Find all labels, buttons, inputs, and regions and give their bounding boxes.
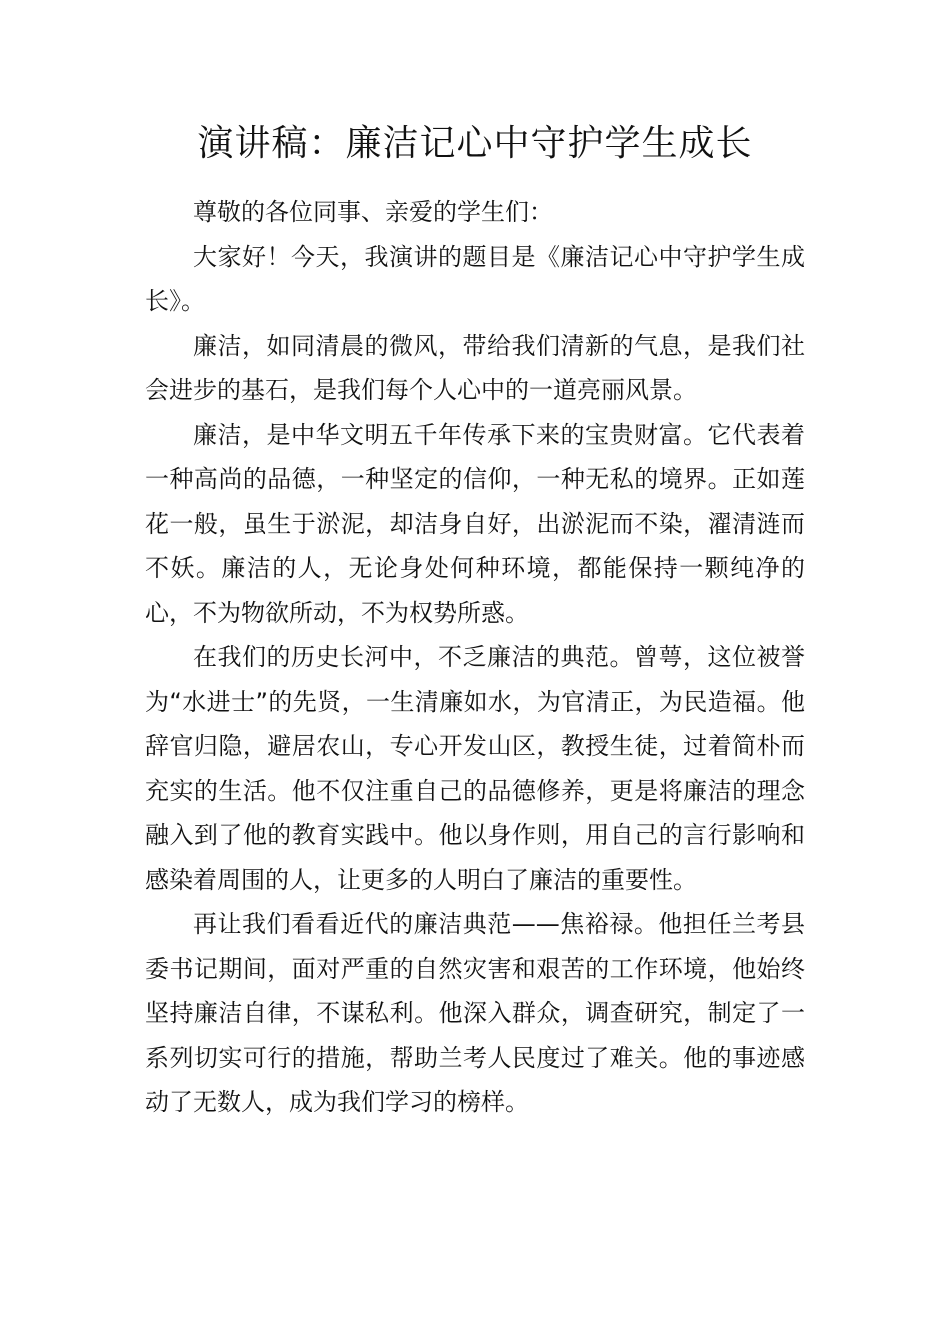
paragraph-salutation: 尊敬的各位同事、亲爱的学生们： — [193, 198, 553, 226]
paragraph-modern-example: 再让我们看看近代的廉洁典范——焦裕禄。他担任兰考县委书记期间，面对严重的自然灾害和艰苦的工作环境，他始终坚持廉洁自律，不谋私利。他深入群众，调查研究，制定了一系列切实可行的措施，帮助兰考人民度过了难关。他的事迹感动了无数人，成为我们学习的榜样。 — [145, 910, 805, 1116]
paragraph-integrity-breeze: 廉洁，如同清晨的微风，带给我们清新的气息，是我们社会进步的基石，是我们每个人心中的一道亮丽风景。 — [145, 331, 805, 404]
paragraph-historical-example: 在我们的历史长河中，不乏廉洁的典范。曾萼，这位被誉为“水进士”的先贤，一生清廉如水，为官清正，为民造福。他辞官归隐，避居农山，专心开发山区，教授生徒，过着简朴而充实的生活。他不仅注重自己的品德修养，更是将廉洁的理念融入到了他的教育实践中。他以身作则，用自己的言行影响和感染着周围的人，让更多的人明白了廉洁的重要性。 — [145, 643, 805, 894]
document-body — [145, 190, 805, 1125]
document-title: 演讲稿：廉洁记心中守护学生成长 — [197, 123, 753, 164]
paragraph-greeting: 大家好！今天，我演讲的题目是《廉洁记心中守护学生成长》。 — [145, 242, 805, 315]
paragraph-integrity-heritage: 廉洁，是中华文明五千年传承下来的宝贵财富。它代表着一种高尚的品德，一种坚定的信仰，一种无私的境界。正如莲花一般，虽生于淤泥，却洁身自好，出淤泥而不染，濯清涟而不妖。廉洁的人，无论身处何种环境，都能保持一颗纯净的心，不为物欲所动，不为权势所惑。 — [145, 420, 805, 627]
